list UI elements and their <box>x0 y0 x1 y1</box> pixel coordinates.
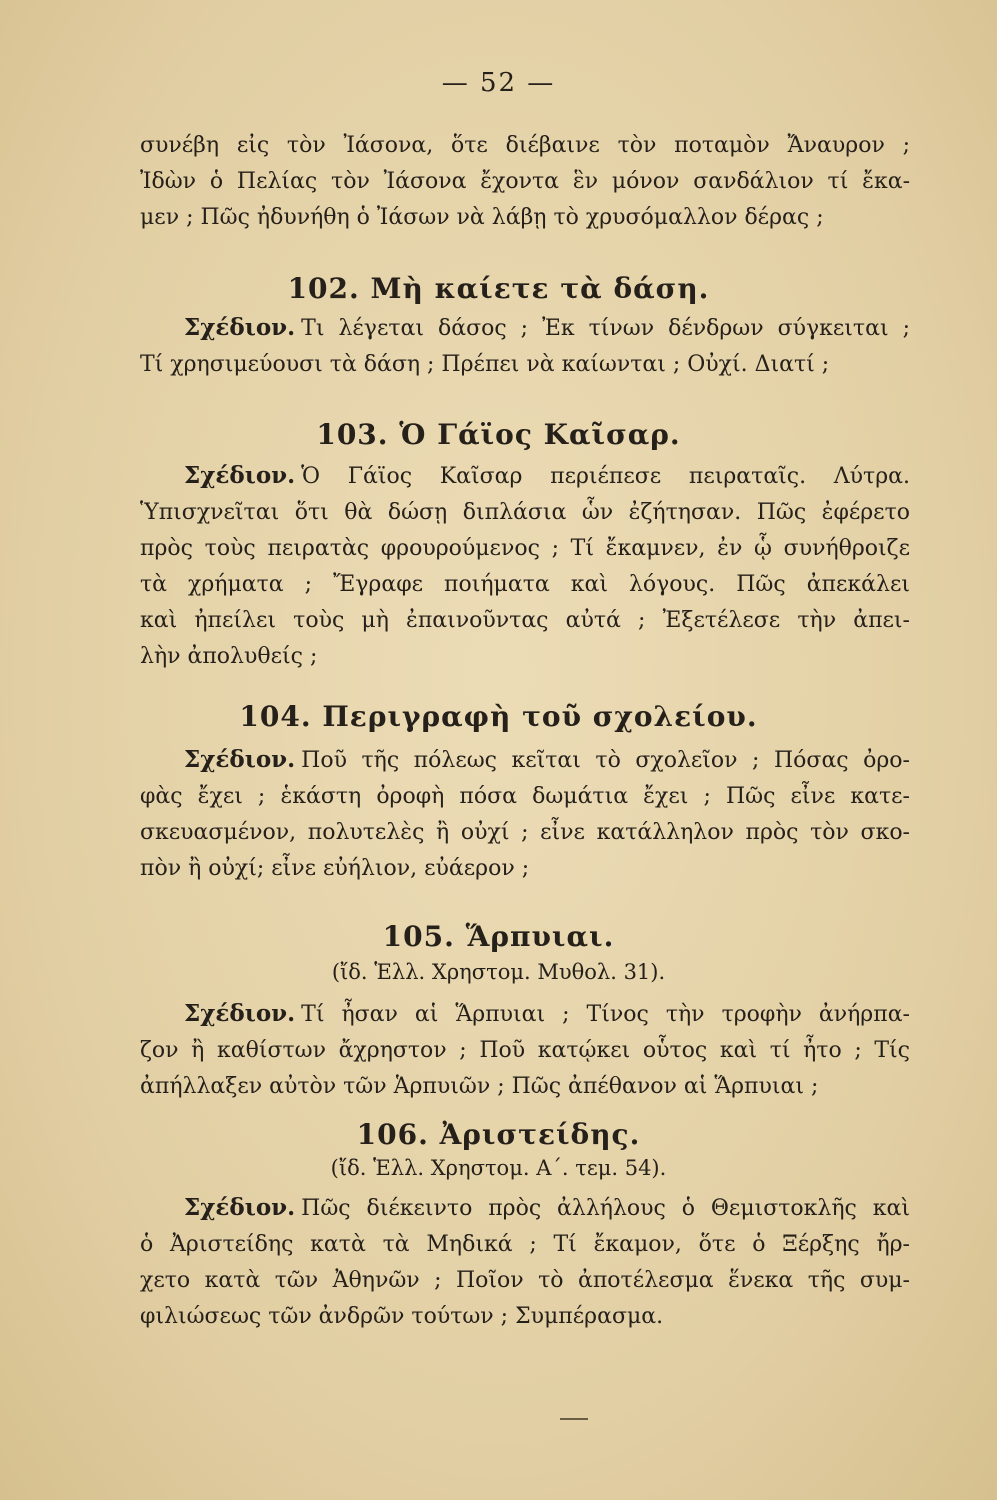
section-heading-104: 104. Περιγραφὴ τοῦ σχολείου. <box>239 700 758 733</box>
text-line: ζον ἢ καθίστων ἄχρηστον ; Ποῦ κατῴκει οὗτος καὶ τί ἦτο ; Τίς <box>140 1038 910 1063</box>
page-number: — 52 — <box>441 68 556 98</box>
text-line: μεν ; Πῶς ἠδυνήθη ὁ Ἰάσων νὰ λάβῃ τὸ χρυσόμαλλον δέρας ; <box>140 205 824 230</box>
intro-paragraph <box>140 128 910 236</box>
section-body-105 <box>140 996 910 1105</box>
section-body-106 <box>140 1190 910 1335</box>
section-body-103 <box>140 458 910 675</box>
section-heading-105: 105. Ἅρπυιαι. <box>382 920 615 953</box>
text-line: φιλιώσεως τῶν ἀνδρῶν τούτων ; Συμπέρασμα. <box>140 1304 664 1329</box>
text-line: χετο κατὰ τῶν Ἀθηνῶν ; Ποῖον τὸ ἀποτέλεσμα ἕνεκα τῆς συμ- <box>140 1268 910 1293</box>
text-line: Τί ἦσαν αἱ Ἅρπυιαι ; Τίνος τὴν τροφὴν ἀνήρπα- <box>301 1002 910 1027</box>
text-line: καὶ ἠπείλει τοὺς μὴ ἐπαινοῦντας αὐτά ; Ἐξετέλεσε τὴν ἀπει- <box>140 608 910 633</box>
text-line: τὰ χρήματα ; Ἔγραφε ποιήματα καὶ λόγους. Πῶς ἀπεκάλει <box>140 572 910 597</box>
text-line: Τί χρησιμεύουσι τὰ δάση ; Πρέπει νὰ καίωνται ; Οὐχί. Διατί ; <box>140 352 830 377</box>
section-heading-103: 103. Ὁ Γάϊος Καῖσαρ. <box>316 418 681 451</box>
text-line: Ὑπισχνεῖται ὅτι θὰ δώσῃ διπλάσια ὧν ἐζήτησαν. Πῶς ἐφέρετο <box>140 500 910 525</box>
text-line: πὸν ἢ οὐχί; εἶνε εὐήλιον, εὐάερον ; <box>140 856 530 881</box>
section-heading-106: 106. Ἀριστείδης. <box>356 1118 641 1151</box>
text-line: Ἰδὼν ὁ Πελίας τὸν Ἰάσονα ἔχοντα ἓν μόνον σανδάλιον τί ἔκα- <box>140 169 910 194</box>
bottom-mark <box>560 1418 588 1420</box>
section-body-104 <box>140 742 910 887</box>
text-line: συνέβη εἰς τὸν Ἰάσονα, ὅτε διέβαινε τὸν ποταμὸν Ἄναυρον ; <box>140 133 910 158</box>
source-reference-106: (ἴδ. Ἑλλ. Χρηστομ. Α΄. τεμ. 54). <box>330 1156 667 1180</box>
sketch-label: Σχέδιον. <box>184 1194 296 1221</box>
sketch-label: Σχέδιον. <box>184 462 296 489</box>
text-line: Τι λέγεται δάσος ; Ἐκ τίνων δένδρων σύγκειται ; <box>301 316 910 341</box>
text-line: Πῶς διέκειντο πρὸς ἀλλήλους ὁ Θεμιστοκλῆς καὶ <box>301 1196 910 1221</box>
text-line: πρὸς τοὺς πειρατὰς φρουρούμενος ; Τί ἔκαμνεν, ἐν ᾧ συνήθροιζε <box>140 536 910 561</box>
text-line: Ποῦ τῆς πόλεως κεῖται τὸ σχολεῖον ; Πόσας ὀρο- <box>301 748 910 773</box>
source-reference-105: (ἴδ. Ἑλλ. Χρηστομ. Μυθολ. 31). <box>331 960 666 984</box>
section-heading-102: 102. Μὴ καίετε τὰ δάση. <box>287 272 710 305</box>
sketch-label: Σχέδιον. <box>184 314 296 341</box>
text-line: λὴν ἀπολυθείς ; <box>140 644 318 669</box>
text-line: Ὁ Γάϊος Καῖσαρ περιέπεσε πειραταῖς. Λύτρα. <box>301 464 910 489</box>
text-line: ὁ Ἀριστείδης κατὰ τὰ Μηδικά ; Τί ἔκαμον, ὅτε ὁ Ξέρξης ἤρ- <box>140 1232 910 1257</box>
section-body-102 <box>140 310 910 383</box>
text-line: σκευασμένον, πολυτελὲς ἢ οὐχί ; εἶνε κατάλληλον πρὸς τὸν σκο- <box>140 820 910 845</box>
sketch-label: Σχέδιον. <box>184 746 296 773</box>
text-line: ἀπήλλαξεν αὐτὸν τῶν Ἁρπυιῶν ; Πῶς ἀπέθανον αἱ Ἅρπυιαι ; <box>140 1074 819 1099</box>
text-line: φὰς ἔχει ; ἑκάστη ὀροφὴ πόσα δωμάτια ἔχει ; Πῶς εἶνε κατε- <box>140 784 910 809</box>
sketch-label: Σχέδιον. <box>184 1000 296 1027</box>
